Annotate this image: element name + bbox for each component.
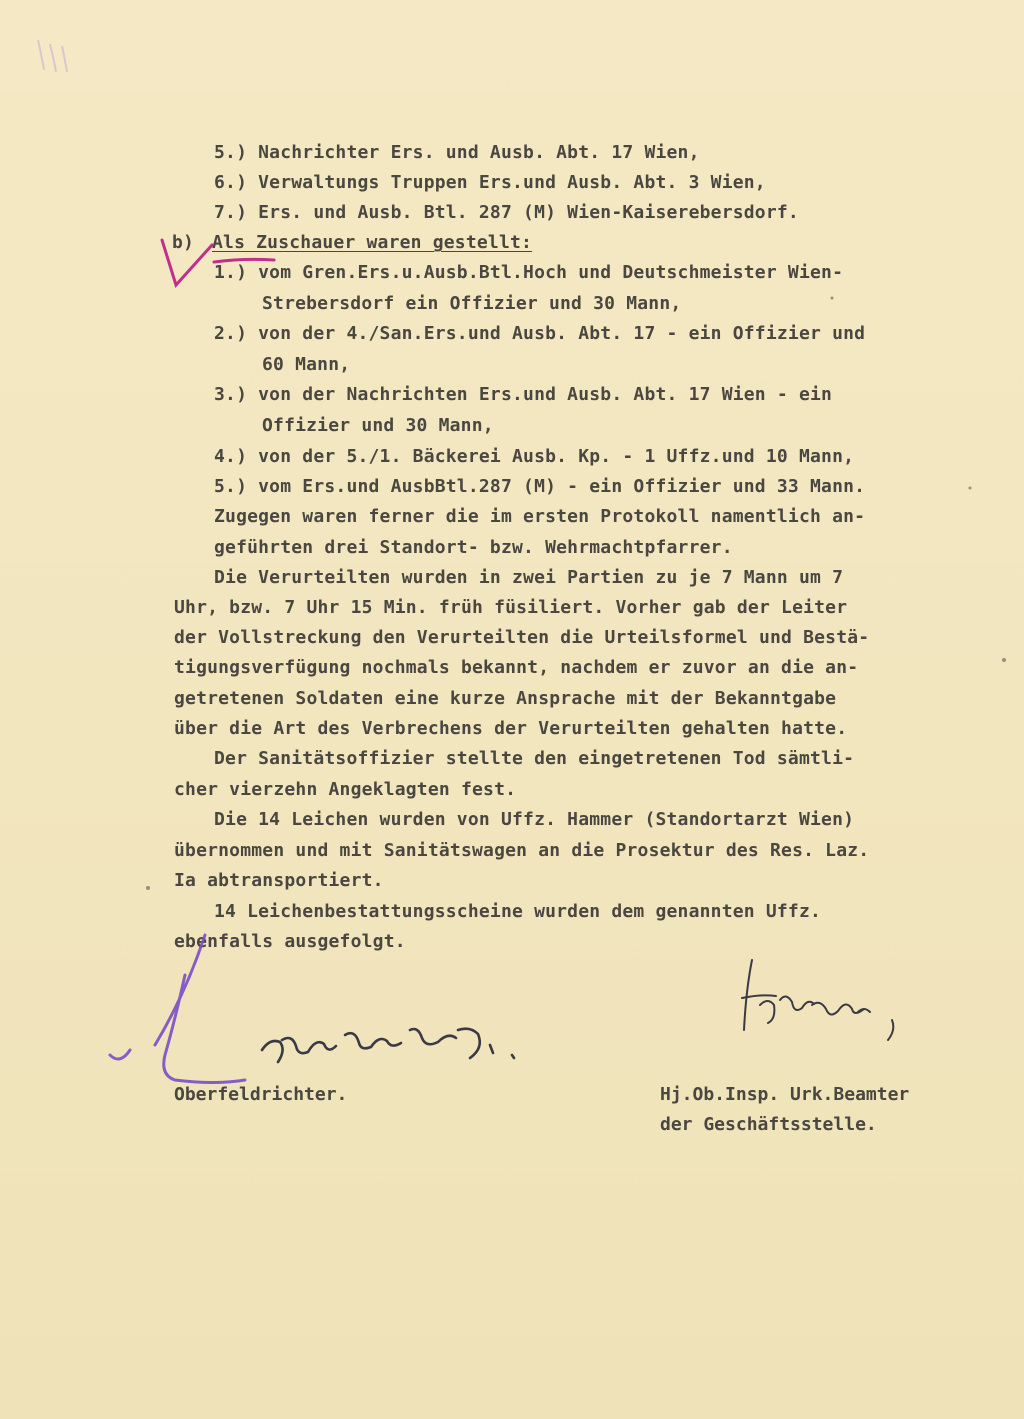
spectator-item-4: 4.) von der 5./1. Bäckerei Ausb. Kp. - 1 Uffz.und 10 Mann, (214, 446, 855, 467)
paragraph-5-line-1: 14 Leichenbestattungsscheine wurden dem genannten Uffz. (214, 901, 822, 922)
paragraph-4-line-2: übernommen und mit Sanitätswagen an die Prosektur des Res. Laz. (174, 840, 870, 861)
spectator-item-2a: 2.) von der 4./San.Ers.und Ausb. Abt. 17 - ein Offizier und (214, 323, 866, 344)
spectator-item-3b: Offizier und 30 Mann, (262, 415, 494, 436)
left-signature-title: Oberfeldrichter. (174, 1084, 348, 1105)
paragraph-1-line-2: geführten drei Standort- bzw. Wehrmachtpfarrer. (214, 537, 733, 558)
right-signature-title-line-2: der Geschäftsstelle. (660, 1114, 877, 1135)
list-item-6: 6.) Verwaltungs Truppen Ers.und Ausb. Abt. 3 Wien, (214, 172, 766, 193)
paragraph-4-line-1: Die 14 Leichen wurden von Uffz. Hammer (Standortarzt Wien) (214, 809, 855, 830)
section-b-marker: b) (172, 232, 195, 253)
spectator-item-2b: 60 Mann, (262, 354, 351, 375)
spectator-item-1b: Strebersdorf ein Offizier und 30 Mann, (262, 293, 682, 314)
paragraph-2-line-6: über die Art des Verbrechens der Verurteilten gehalten hatte. (174, 718, 848, 739)
spectator-item-5: 5.) vom Ers.und AusbBtl.287 (M) - ein Offizier und 33 Mann. (214, 476, 866, 497)
paragraph-2-line-3: der Vollstreckung den Verurteilten die Urteilsformel und Bestä- (174, 627, 870, 648)
paragraph-2-line-4: tigungsverfügung nochmals bekannt, nachdem er zuvor an die an- (174, 657, 859, 678)
list-item-5: 5.) Nachrichter Ers. und Ausb. Abt. 17 Wien, (214, 142, 700, 163)
right-signature-title-line-1: Hj.Ob.Insp. Urk.Beamter (660, 1084, 910, 1105)
paragraph-2-line-1: Die Verurteilten wurden in zwei Partien zu je 7 Mann um 7 (214, 567, 844, 588)
left-pencil-signature-mark (110, 935, 245, 1083)
paragraph-3-line-1: Der Sanitätsoffizier stellte den eingetretenen Tod sämtli- (214, 748, 855, 769)
paragraph-3-line-2: cher vierzehn Angeklagten fest. (174, 779, 517, 800)
paragraph-4-line-3: Ia abtransportiert. (174, 870, 384, 891)
paragraph-5-line-2: ebenfalls ausgefolgt. (174, 931, 406, 952)
paragraph-1-line-1: Zugegen waren ferner die im ersten Protokoll namentlich an- (214, 506, 866, 527)
left-ink-signature (262, 1029, 514, 1062)
list-item-7: 7.) Ers. und Ausb. Btl. 287 (M) Wien-Kaiserebersdorf. (214, 202, 799, 223)
corner-pencil-mark (38, 40, 67, 72)
paragraph-2-line-2: Uhr, bzw. 7 Uhr 15 Min. früh füsiliert. Vorher gab der Leiter (174, 597, 848, 618)
right-ink-signature (742, 960, 893, 1040)
spectator-item-1a: 1.) vom Gren.Ers.u.Ausb.Btl.Hoch und Deutschmeister Wien- (214, 262, 844, 283)
section-b-heading: Als Zuschauer waren gestellt: (212, 232, 533, 253)
paragraph-2-line-5: getretenen Soldaten eine kurze Ansprache mit der Bekanntgabe (174, 688, 837, 709)
spectator-item-3a: 3.) von der Nachrichten Ers.und Ausb. Abt. 17 Wien - ein (214, 384, 833, 405)
